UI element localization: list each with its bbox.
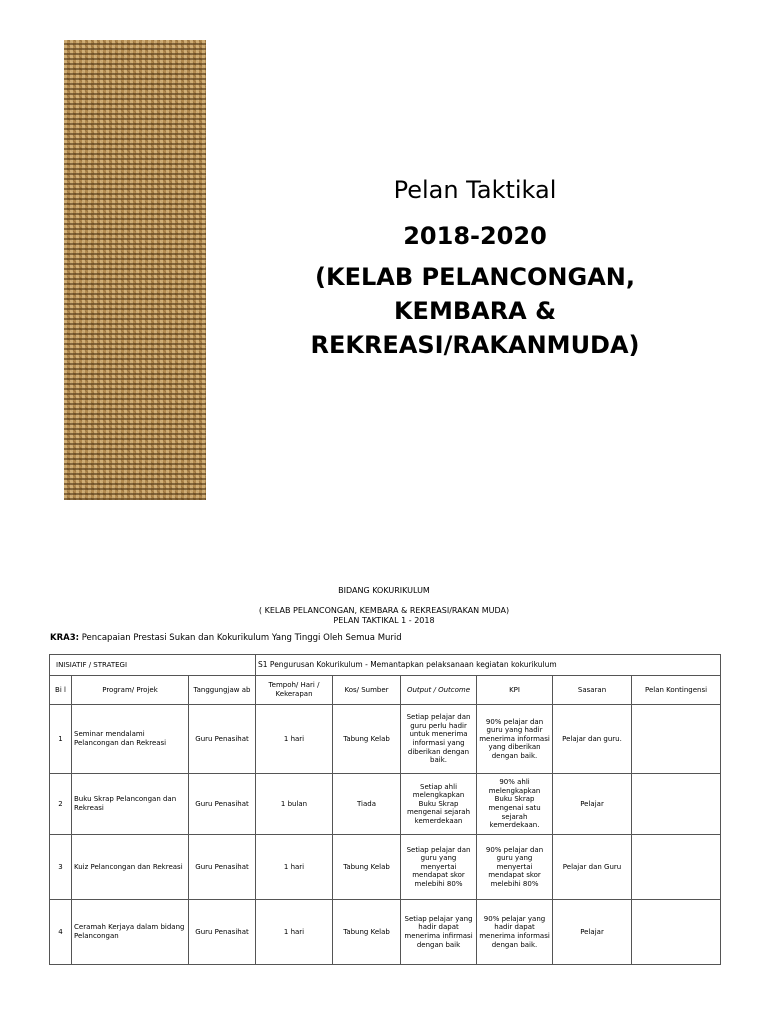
col-bil: Bi l: [50, 676, 72, 705]
cell-tempoh: 1 hari: [256, 705, 333, 774]
cell-tanggungjawab: Guru Penasihat: [189, 705, 256, 774]
strategy-value: S1 Pengurusan Kokurikulum - Memantapkan pelaksanaan kegiatan kokurikulum: [256, 655, 721, 676]
cell-tanggungjawab: Guru Penasihat: [189, 774, 256, 835]
cell-sasaran: Pelajar: [553, 774, 632, 835]
cell-sasaran: Pelajar dan Guru: [553, 835, 632, 900]
cell-kpi: 90% ahli melengkapkan Buku Skrap mengenai satu sejarah kemerdekaan.: [477, 774, 553, 835]
burlap-texture-image: [64, 40, 206, 500]
col-program: Program/ Projek: [72, 676, 189, 705]
cell-program: Kuiz Pelancongan dan Rekreasi: [72, 835, 189, 900]
cell-bil: 4: [50, 900, 72, 965]
table-row: [50, 835, 721, 900]
header-row: [50, 676, 721, 705]
cell-kontingensi: [632, 705, 721, 774]
col-kos: Kos/ Sumber: [333, 676, 401, 705]
strategy-label: INISIATIF / STRATEGI: [50, 655, 256, 676]
cell-kos: Tabung Kelab: [333, 705, 401, 774]
cell-kontingensi: [632, 774, 721, 835]
kra-line: [50, 633, 402, 643]
cell-bil: 1: [50, 705, 72, 774]
cell-output: Setiap ahli melengkapkan Buku Skrap mengenai sejarah kemerdekaan: [401, 774, 477, 835]
cell-output: Setiap pelajar dan guru yang menyertai mendapat skor melebihi 80%: [401, 835, 477, 900]
tactical-plan-table: [49, 654, 721, 965]
club-heading: ( KELAB PELANCONGAN, KEMBARA & REKREASI/RAKAN MUDA): [258, 606, 510, 615]
col-sasaran: Sasaran: [553, 676, 632, 705]
kra-label: KRA3:: [50, 633, 80, 643]
cell-tanggungjawab: Guru Penasihat: [189, 835, 256, 900]
cell-program: Seminar mendalami Pelancongan dan Rekreasi: [72, 705, 189, 774]
cell-bil: 2: [50, 774, 72, 835]
cell-kos: Tiada: [333, 774, 401, 835]
col-tempoh: Tempoh/ Hari / Kekerapan: [256, 676, 333, 705]
cell-output: Setiap pelajar yang hadir dapat menerima infirmasi dengan baik: [401, 900, 477, 965]
cell-tempoh: 1 hari: [256, 835, 333, 900]
table-row: [50, 705, 721, 774]
cell-kpi: 90% pelajar dan guru yang menyertai mendapat skor melebihi 80%: [477, 835, 553, 900]
cell-sasaran: Pelajar dan guru.: [553, 705, 632, 774]
cell-program: Ceramah Kerjaya dalam bidang Pelancongan: [72, 900, 189, 965]
col-kontingensi: Pelan Kontingensi: [632, 676, 721, 705]
cell-kpi: 90% pelajar dan guru yang hadir menerima informasi yang diberikan dengan baik.: [477, 705, 553, 774]
kra-text: Pencapaian Prestasi Sukan dan Kokurikulum Yang Tinggi Oleh Semua Murid: [79, 633, 402, 643]
cell-kontingensi: [632, 900, 721, 965]
cell-program: Buku Skrap Pelancongan dan Rekreasi: [72, 774, 189, 835]
cover-club-name: (KELAB PELANCONGAN, KEMBARA & REKREASI/RAKANMUDA): [310, 263, 640, 359]
cell-output: Setiap pelajar dan guru perlu hadir untuk menerima informasi yang diberikan dengan baik.: [401, 705, 477, 774]
cell-tanggungjawab: Guru Penasihat: [189, 900, 256, 965]
cover-title: Pelan Taktikal: [393, 176, 557, 204]
cell-bil: 3: [50, 835, 72, 900]
table-row: [50, 900, 721, 965]
cell-kos: Tabung Kelab: [333, 835, 401, 900]
cell-kos: Tabung Kelab: [333, 900, 401, 965]
cell-tempoh: 1 hari: [256, 900, 333, 965]
plan-heading: PELAN TAKTIKAL 1 - 2018: [333, 616, 435, 625]
col-output: Output / Outcome: [401, 676, 477, 705]
cell-kpi: 90% pelajar yang hadir dapat menerima informasi dengan baik.: [477, 900, 553, 965]
cell-tempoh: 1 bulan: [256, 774, 333, 835]
col-kpi: KPI: [477, 676, 553, 705]
strategy-row: [50, 655, 721, 676]
department-heading: BIDANG KOKURIKULUM: [338, 586, 430, 595]
col-tanggungjawab: Tanggungjaw ab: [189, 676, 256, 705]
cell-sasaran: Pelajar: [553, 900, 632, 965]
table-row: [50, 774, 721, 835]
cell-kontingensi: [632, 835, 721, 900]
cover-years: 2018-2020: [403, 222, 547, 250]
